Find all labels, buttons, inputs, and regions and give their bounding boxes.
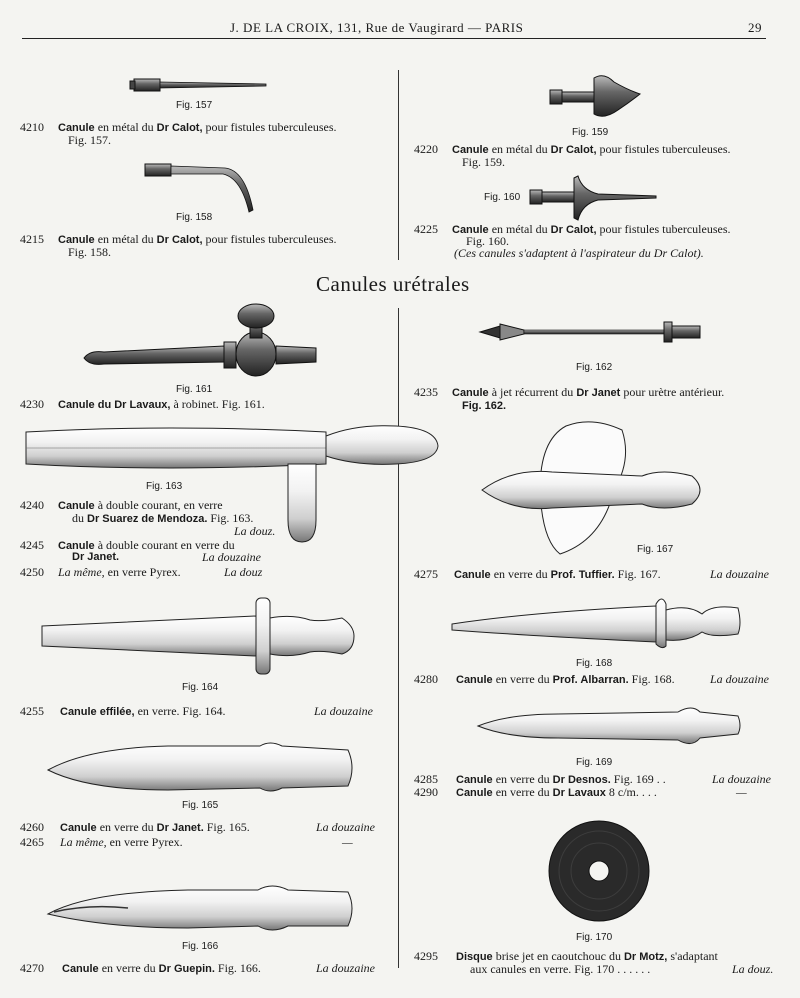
fig-170-caption: Fig. 170 — [576, 932, 613, 943]
header-title: J. DE LA CROIX, 131, Rue de Vaugirard — PARIS — [230, 20, 524, 35]
fig-166-caption: Fig. 166 — [182, 941, 219, 952]
fig-158-caption: Fig. 158 — [176, 212, 213, 223]
fig-165-cannula-illustration — [48, 740, 356, 796]
fig-170-rubber-disc-illustration — [548, 820, 650, 922]
page-number: 29 — [748, 20, 762, 35]
fig-168-cannula-illustration — [452, 594, 744, 650]
column-divider-top — [398, 70, 399, 260]
fig-162-jet-cannula-illustration — [480, 318, 706, 348]
fig-159-cannula-illustration — [548, 72, 643, 122]
section-title: Canules urétrales — [316, 272, 470, 296]
fig-163-caption: Fig. 163 — [146, 481, 183, 492]
fig-166-cannula-illustration — [48, 882, 358, 936]
fig-162-caption: Fig. 162 — [576, 362, 613, 373]
header-rule — [22, 38, 766, 39]
fig-160-cannula-illustration — [528, 176, 660, 222]
fig-167-caption: Fig. 167 — [637, 544, 674, 555]
fig-158-curved-cannula-illustration — [145, 160, 260, 216]
fig-161-tap-cannula-illustration — [84, 304, 320, 384]
fig-164-tapered-cannula-illustration — [42, 596, 356, 680]
fig-159-caption: Fig. 159 — [572, 127, 609, 138]
page-header — [0, 18, 800, 38]
fig-169-cannula-illustration — [478, 704, 742, 750]
fig-165-caption: Fig. 165 — [182, 800, 219, 811]
fig-169-caption: Fig. 169 — [576, 757, 613, 768]
fig-157-cannula-illustration — [130, 76, 270, 96]
fig-160-caption: Fig. 160 — [484, 192, 521, 203]
column-divider-bottom — [398, 308, 399, 968]
fig-164-caption: Fig. 164 — [182, 682, 219, 693]
fig-167-funnel-cannula-illustration — [482, 420, 710, 560]
fig-168-caption: Fig. 168 — [576, 658, 613, 669]
fig-161-caption: Fig. 161 — [176, 384, 213, 395]
fig-157-caption: Fig. 157 — [176, 100, 213, 111]
